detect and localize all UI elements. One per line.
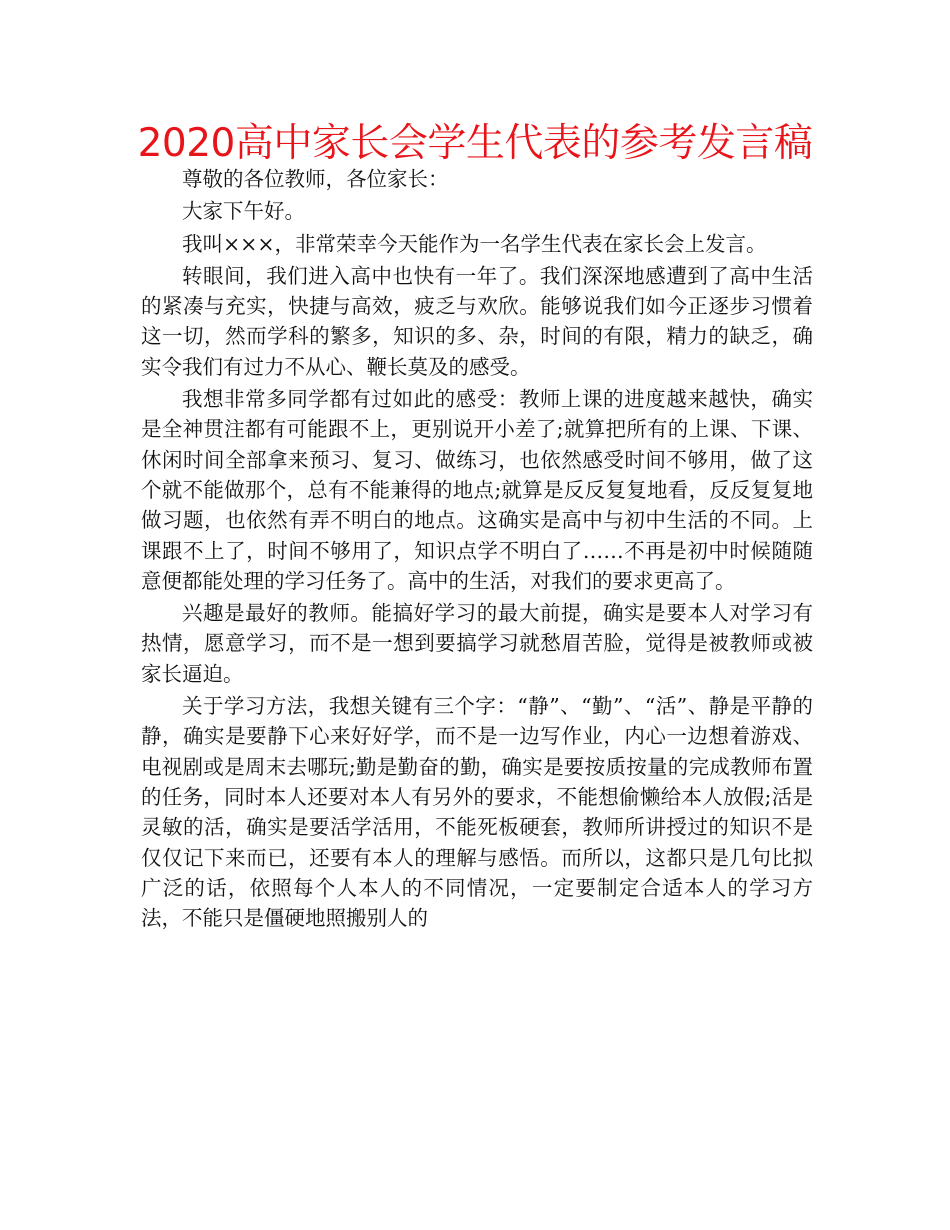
paragraph-study-pressure: 我想非常多同学都有过如此的感受：教师上课的进度越来越快，确实是全神贯注都有可能跟不上，更别说开小差了;就算把所有的上课、下课、休闲时间全部拿来预习、复习、做练习，也依然感受时间不够用，做了这个就不能做那个，总有不能兼得的地点;就算是反反复复地看，反反复复地做习题，也依然有弄不明白的地点。这确实是高中与初中生活的不同。上课跟不上了，时间不够用了，知识点学不明白了……不再是初中时候随随意便都能处理的学习任务了。高中的生活，对我们的要求更高了。 — [141, 387, 813, 593]
document-title: 2020高中家长会学生代表的参考发言稿 — [137, 121, 813, 166]
paragraph-interest: 兴趣是最好的教师。能搞好学习的最大前提，确实是要本人对学习有热情，愿意学习，而不是一想到要搞学习就愁眉苦脸，觉得是被教师或被家长逼迫。 — [141, 601, 813, 686]
paragraph-salutation: 大家下午好。 — [182, 199, 305, 224]
paragraph-introduction: 我叫×××，非常荣幸今天能作为一名学生代表在家长会上发言。 — [182, 231, 767, 256]
document-body — [141, 164, 813, 935]
paragraph-greeting: 尊敬的各位教师，各位家长： — [182, 167, 449, 191]
paragraph-study-method: 关于学习方法，我想关键有三个字：“静”、“勤”、“活”、静是平静的静，确实是要静下心来好好学，而不是一边写作业，内心一边想着游戏、电视剧或是周末去哪玩;勤是勤奋的勤，确实是要按质按量的完成教师布置的任务，同时本人还要对本人有另外的要求，不能想偷懒给本人放假;活是灵敏的活，确实是要活学活用，不能死板硬套，教师所讲授过的知识不是仅仅记下来而已，还要有本人的理解与感悟。而所以，这都只是几句比拟广泛的话，依照每个人本人的不同情况，一定要制定合适本人的学习方法，不能只是僵硬地照搬别人的 — [141, 694, 813, 931]
paragraph-high-school-life: 转眼间，我们进入高中也快有一年了。我们深深地感遭到了高中生活的紧凑与充实，快捷与高效，疲乏与欢欣。能够说我们如今正逐步习惯着这一切，然而学科的繁多，知识的多、杂，时间的有限，精力的缺乏，确实令我们有过力不从心、鞭长莫及的感受。 — [141, 263, 813, 379]
